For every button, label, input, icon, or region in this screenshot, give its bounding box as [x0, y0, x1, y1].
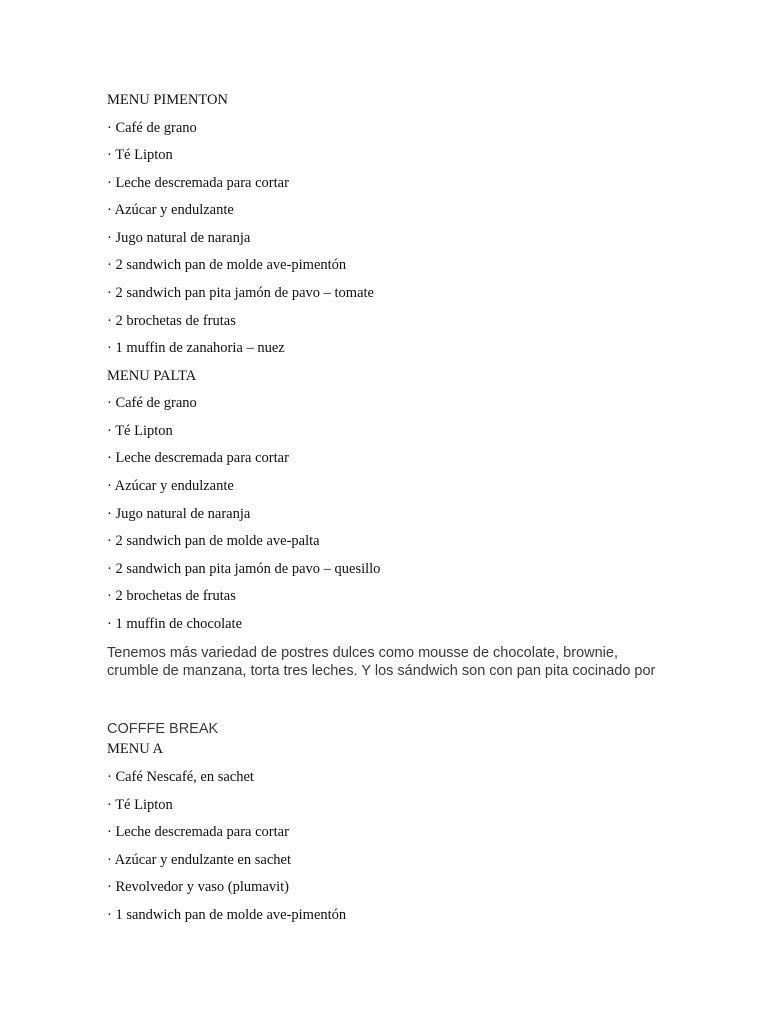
menu-item: · 2 sandwich pan de molde ave-palta	[107, 533, 320, 549]
note-paragraph: Tenemos más variedad de postres dulces como mousse de chocolate, brownie, crumble de manzana, torta tres leches. Y los sándwich son con pan pita cocinado por	[107, 645, 656, 679]
menu-item: · 2 brochetas de frutas	[107, 588, 236, 604]
menu-item: · Té Lipton	[107, 423, 173, 439]
menu-item: · 1 sandwich pan de molde ave-pimentón	[107, 907, 347, 923]
menu-item: · Jugo natural de naranja	[107, 230, 251, 246]
menu-item: · Té Lipton	[107, 147, 173, 163]
menu-item: · 2 brochetas de frutas	[107, 313, 236, 329]
menu-item: · Leche descremada para cortar	[107, 175, 289, 191]
menu-item: · Leche descremada para cortar	[107, 824, 289, 840]
menu-item: · Jugo natural de naranja	[107, 506, 251, 522]
menu-item: · Café de grano	[107, 120, 197, 136]
menu-item: · Revolvedor y vaso (plumavit)	[107, 879, 290, 895]
menu-item: · Café Nescafé, en sachet	[107, 769, 254, 785]
menu-item: · Café de grano	[107, 395, 197, 411]
menu-item: · 2 sandwich pan de molde ave-pimentón	[107, 257, 347, 273]
menu-palta-title: MENU PALTA	[107, 368, 197, 384]
menu-item: · Leche descremada para cortar	[107, 450, 289, 466]
menu-item: · Azúcar y endulzante	[107, 478, 234, 494]
menu-item: · Azúcar y endulzante en sachet	[107, 852, 291, 868]
menu-a-title: MENU A	[107, 741, 163, 757]
menu-item: · Azúcar y endulzante	[107, 202, 234, 218]
menu-item: · 1 muffin de zanahoria – nuez	[107, 340, 285, 356]
coffee-break-title: COFFFE BREAK	[107, 721, 219, 737]
menu-item: · 2 sandwich pan pita jamón de pavo – quesillo	[107, 561, 381, 577]
menu-item: · Té Lipton	[107, 797, 173, 813]
menu-item: · 1 muffin de chocolate	[107, 616, 243, 632]
menu-pimenton-title: MENU PIMENTON	[107, 92, 228, 108]
menu-item: · 2 sandwich pan pita jamón de pavo – tomate	[107, 285, 374, 301]
